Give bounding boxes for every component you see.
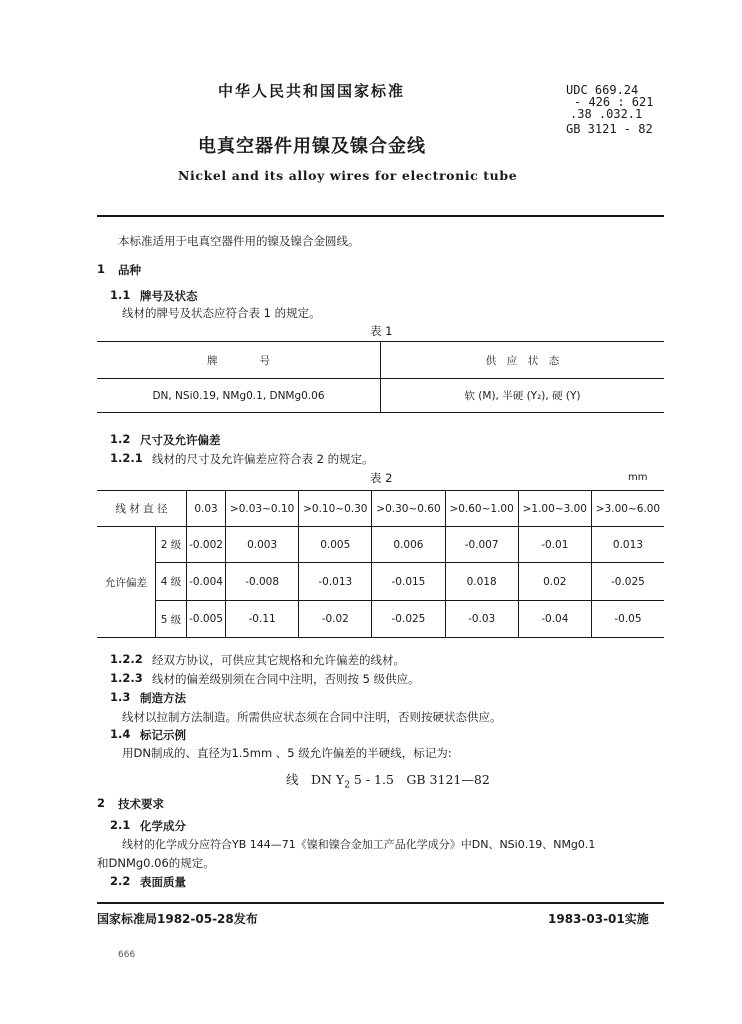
table-2-cell: -0.015 xyxy=(372,563,445,601)
section-1-2-3-text: 线材的偏差级别须在合同中注明，否则按 5 级供应。 xyxy=(152,672,420,686)
table-2-caption: 表 2 xyxy=(370,471,393,485)
table-2 xyxy=(97,490,664,638)
section-2-2-number: 2.2 xyxy=(110,874,131,888)
table-2-unit: mm xyxy=(628,472,648,483)
section-1-3-number: 1.3 xyxy=(110,690,131,704)
section-1-4-text: 用DN制成的、直径为1.5mm 、5 级允许偏差的半硬线，标记为: xyxy=(122,746,452,760)
footer-rule xyxy=(97,902,664,904)
document-title-cn: 电真空器件用镍及镍合金线 xyxy=(198,136,426,157)
table-1-cell-grades: DN, NSi0.19, NMg0.1, DNMg0.06 xyxy=(97,379,381,413)
table-2-grade: 5 级 xyxy=(156,601,187,638)
table-2-diameter: >0.30~0.60 xyxy=(372,491,445,527)
table-2-cell: 0.018 xyxy=(445,563,518,601)
table-2-cell: -0.025 xyxy=(591,563,664,601)
table-2-cell: -0.013 xyxy=(299,563,372,601)
table-2-diameter: 0.03 xyxy=(187,491,226,527)
udc-line: UDC 669.24 xyxy=(566,83,639,97)
section-1-4-number: 1.4 xyxy=(110,727,131,741)
table-1-cell-states: 软 (M), 半硬 (Y₂), 硬 (Y) xyxy=(381,379,665,413)
table-1 xyxy=(97,341,664,413)
issued-date: 国家标准局1982-05-28发布 xyxy=(97,912,258,926)
udc-line: .38 .032.1 xyxy=(570,107,643,121)
table-2-grade: 4 级 xyxy=(156,563,187,601)
section-1-2-3-number: 1.2.3 xyxy=(110,671,143,685)
effective-date: 1983-03-01实施 xyxy=(548,912,649,926)
table-1-caption: 表 1 xyxy=(370,324,393,338)
section-2-2-title: 表面质量 xyxy=(140,875,186,889)
table-2-cell: -0.008 xyxy=(226,563,299,601)
table-2-diameter-label: 线 材 直 径 xyxy=(97,491,187,527)
section-2-1-text-line2: 和DNMg0.06的规定。 xyxy=(97,856,215,870)
header-rule xyxy=(97,215,664,217)
page-number: 666 xyxy=(118,950,136,960)
section-1-2-title: 尺寸及允许偏差 xyxy=(140,433,221,447)
table-1-header-grade: 牌 号 xyxy=(97,342,381,379)
table-2-cell: 0.02 xyxy=(518,563,591,601)
table-2-diameter: >0.60~1.00 xyxy=(445,491,518,527)
table-1-header-state: 供 应 状 态 xyxy=(381,342,665,379)
section-1-1-number: 1.1 xyxy=(110,288,131,302)
marking-suffix: 5 - 1.5 GB 3121—82 xyxy=(353,772,490,787)
table-2-cell: -0.01 xyxy=(518,527,591,563)
section-2-1-text-line1: 线材的化学成分应符合YB 144—71《镍和镍合金加工产品化学成分》中DN、NSi0.19、NMg0.1 xyxy=(122,838,596,851)
section-1-2-2-number: 1.2.2 xyxy=(110,652,143,666)
intro-text: 本标准适用于电真空器件用的镍及镍合金圆线。 xyxy=(118,234,360,248)
table-2-cell: -0.007 xyxy=(445,527,518,563)
marking-prefix: 线 DN Y xyxy=(286,772,345,787)
table-2-cell: -0.03 xyxy=(445,601,518,638)
table-2-grade: 2 级 xyxy=(156,527,187,563)
section-1-2-1-number: 1.2.1 xyxy=(110,451,143,465)
section-1-3-title: 制造方法 xyxy=(140,691,186,705)
section-2-title: 技术要求 xyxy=(118,797,164,811)
marking-subscript: 2 xyxy=(344,780,350,791)
marking-example xyxy=(286,770,490,791)
table-2-cell: -0.05 xyxy=(591,601,664,638)
udc-line: - 426 : 621 xyxy=(574,95,654,109)
table-2-cell: 0.005 xyxy=(299,527,372,563)
standard-name: 中华人民共和国国家标准 xyxy=(218,82,406,100)
section-2-1-number: 2.1 xyxy=(110,818,131,832)
table-2-cell: -0.005 xyxy=(187,601,226,638)
section-1-2-2-text: 经双方协议，可供应其它规格和允许偏差的线材。 xyxy=(152,653,405,667)
table-2-tolerance-label: 允许偏差 xyxy=(97,527,156,638)
section-1-2-1-text: 线材的尺寸及允许偏差应符合表 2 的规定。 xyxy=(152,452,374,466)
table-2-cell: -0.025 xyxy=(372,601,445,638)
table-2-diameter: >3.00~6.00 xyxy=(591,491,664,527)
section-2-1-title: 化学成分 xyxy=(140,819,186,833)
document-title-en: Nickel and its alloy wires for electronic tube xyxy=(178,168,518,183)
table-2-diameter: >1.00~3.00 xyxy=(518,491,591,527)
section-1-1-text: 线材的牌号及状态应符合表 1 的规定。 xyxy=(122,306,321,320)
table-2-diameter: >0.03~0.10 xyxy=(226,491,299,527)
table-2-cell: -0.02 xyxy=(299,601,372,638)
table-2-diameter: >0.10~0.30 xyxy=(299,491,372,527)
table-2-cell: 0.003 xyxy=(226,527,299,563)
table-2-cell: 0.013 xyxy=(591,527,664,563)
table-2-cell: -0.04 xyxy=(518,601,591,638)
udc-block xyxy=(566,84,653,135)
table-2-cell: 0.006 xyxy=(372,527,445,563)
section-1-number: 1 xyxy=(97,262,106,276)
section-2-number: 2 xyxy=(97,796,106,810)
table-2-cell: -0.004 xyxy=(187,563,226,601)
gb-number: GB 3121 - 82 xyxy=(566,122,653,136)
section-1-4-title: 标记示例 xyxy=(140,728,186,742)
table-2-cell: -0.11 xyxy=(226,601,299,638)
table-2-cell: -0.002 xyxy=(187,527,226,563)
section-1-title: 品种 xyxy=(118,263,141,277)
section-1-2-number: 1.2 xyxy=(110,432,131,446)
section-1-3-text: 线材以拉制方法制造。所需供应状态须在合同中注明，否则按硬状态供应。 xyxy=(122,710,502,724)
section-1-1-title: 牌号及状态 xyxy=(140,289,198,303)
